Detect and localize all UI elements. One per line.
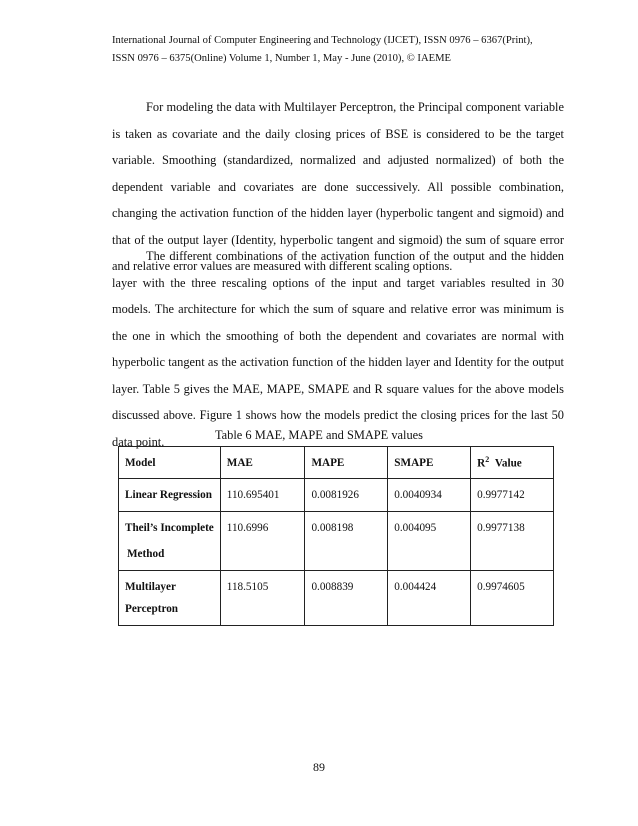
table-row (119, 512, 554, 571)
header-r2-value: Value (494, 457, 522, 470)
cell-smape: 0.004424 (388, 571, 471, 626)
header-r2-exponent: 2 (485, 455, 490, 465)
table-row (119, 571, 554, 626)
header-mape: MAPE (305, 447, 388, 479)
header-model: Model (119, 447, 221, 479)
page-number: 89 (313, 760, 325, 774)
header-r2 (471, 447, 554, 479)
cell-model-line-2: Method (127, 548, 165, 560)
cell-model-line-1: Multilayer (125, 581, 176, 593)
paragraph-2-text: The different combinations of the activation function of the output and the hidden layer with the three rescaling options of the input and target variables resulted in 30 models. The architecture for which the sum of square and relative error was minimum is the one in which the smoothing of both the dependent and covariates are normal with hyperbolic tangent as the activation function of the hidden layer and Identity for the output layer. Table 5 gives the MAE, MAPE, SMAPE and R square values for the above models discussed above. Figure 1 shows how the models predict the closing prices for the last 50 data point. (112, 249, 564, 449)
header-mae: MAE (220, 447, 305, 479)
cell-r2: 0.9974605 (471, 571, 554, 626)
cell-mape: 0.0081926 (305, 479, 388, 512)
cell-r2: 0.9977142 (471, 479, 554, 512)
results-table (118, 446, 554, 626)
table-header-row (119, 447, 554, 479)
journal-header (112, 32, 552, 68)
cell-model: Linear Regression (119, 479, 221, 512)
cell-r2: 0.9977138 (471, 512, 554, 571)
header-line-2: ISSN 0976 – 6375(Online) Volume 1, Number 1, May - June (2010), © IAEME (112, 53, 451, 64)
header-line-1: International Journal of Computer Engineering and Technology (IJCET), ISSN 0976 – 6367(Print), (112, 35, 533, 46)
table-caption: Table 6 MAE, MAPE and SMAPE values (214, 428, 424, 442)
cell-mae: 110.6996 (220, 512, 305, 571)
header-r2-letter: R (477, 457, 486, 470)
cell-mape: 0.008198 (305, 512, 388, 571)
paragraph-2 (112, 243, 564, 455)
cell-model-line-2: Perceptron (125, 603, 179, 615)
cell-smape: 0.004095 (388, 512, 471, 571)
cell-model (119, 571, 221, 626)
paragraph-1-text: For modeling the data with Multilayer Perceptron, the Principal component variable is taken as covariate and the daily closing prices of BSE is considered to be the target variable. Smoothing (standardized, normalized and adjusted normalized) of both the dependent variable and covariates are done successively. All possible combination, changing the activation function of the hidden layer (hyperbolic tangent and sigmoid) and that of the output layer (Identity, hyperbolic tangent and sigmoid) the sum of square error and relative error values are measured with different scaling options. (112, 100, 564, 273)
cell-mae: 118.5105 (220, 571, 305, 626)
table-row (119, 479, 554, 512)
cell-model-line-1: Theil’s Incomplete (125, 522, 214, 534)
cell-smape: 0.0040934 (388, 479, 471, 512)
header-smape: SMAPE (388, 447, 471, 479)
cell-mae: 110.695401 (220, 479, 305, 512)
cell-model (119, 512, 221, 571)
cell-mape: 0.008839 (305, 571, 388, 626)
